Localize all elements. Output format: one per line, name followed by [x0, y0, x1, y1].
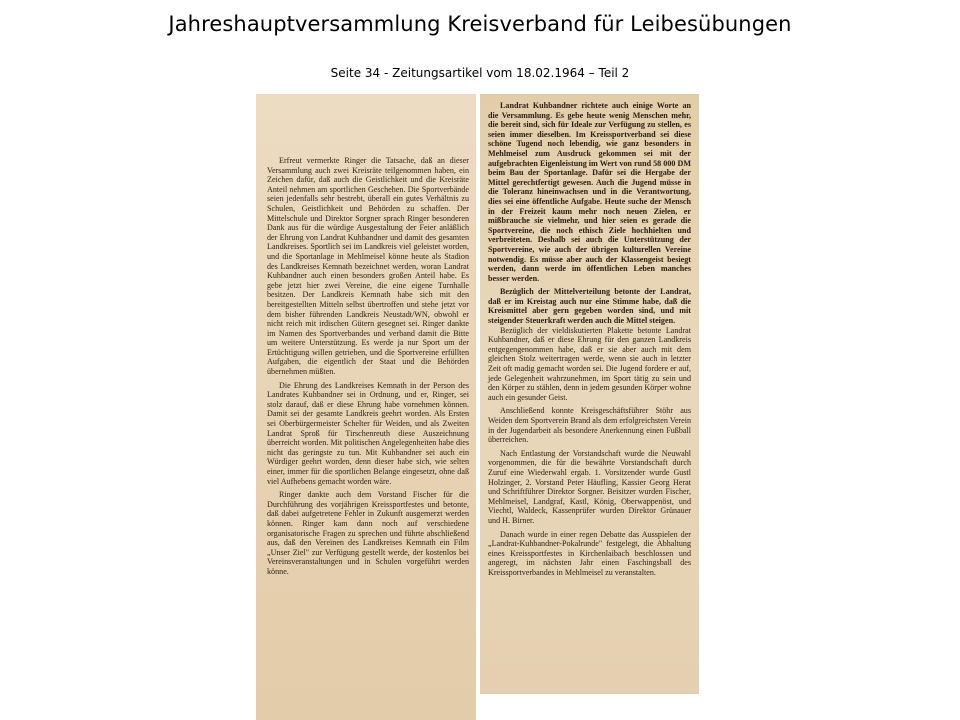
article-paragraph: Bezüglich der vieldiskutierten Plakette betonte Landrat Kuhbandner, daß er diese Ehrung für den ganzen Landkreis entgegengenommen habe, daß er sie aber auch mit dem gleichen Stolz weitertragen werde, wenn sie auch in letzter Zeit oft madig gemacht worden sei. Die Jugend fordere er auf, jede Gelegenheit wahrzunehmen, im Sport tätig zu sein und den Körper zu stählen, denn in jedem gesunden Körper wohne auch ein gesunder Geist. [488, 325, 691, 402]
slide-title: Jahreshauptversammlung Kreisverband für Leibesübungen [168, 12, 792, 36]
slide-subtitle: Seite 34 - Zeitungsartikel vom 18.02.1964 – Teil 2 [330, 66, 630, 80]
article-paragraph: Bezüglich der Mittelverteilung betonte der Landrat, daß er im Kreistag auch nur eine Stimme habe, daß die Kreismittel aber gern gegeben worden sind, und mit steigender Steuerkraft werden auch die Mittel steigen. [488, 287, 691, 326]
article-paragraph: Ringer dankte auch dem Vorstand Fischer für die Durchführung des vorjährigen Kreissportfestes und betonte, daß dabei aufgetretene Fehler in Zukunft ausgemerzt werden können. Ringer kam dann noch auf verschiedene organisatorische Fragen zu sprechen und führte abschließend aus, daß den Vereinen des Landkreises Kemnath ein Film „Unser Ziel" zur Verfügung gestellt werde, der kostenlos bei Vereinsveranstaltungen und in Schulen vorgeführt werden könne. [267, 490, 469, 576]
article-paragraph: Anschließend konnte Kreisgeschäftsführer Stöhr aus Weiden dem Sportverein Brand als dem erfolgreichsten Verein in der Jugendarbeit als besondere Anerkennung einen Fußball überreichen. [488, 406, 691, 445]
article-paragraph: Erfreut vermerkte Ringer die Tatsache, daß an dieser Versammlung auch zwei Kreisräte teilgenommen haben, ein Zeichen dafür, daß auch die Geistlichkeit und die Kreisräte Anteil nehmen am sportlichen Geschehen. Die Sportverbände seien jedenfalls sehr bestrebt, überall ein gutes Verhältnis zu Schulen, Geistlichkeit und Behörden zu schaffen. Der Mittelschule und Direktor Sorgner sprach Ringer besonderen Dank aus für die würdige Ausgestaltung der Feier anläßlich der Ehrung von Landrat Kuhbandner und damit des gesamten Landkreises. Sportlich sei im Landkreis viel geleistet worden, und die Sportanlage in Mehlmeisel könne heute als Stadion des Landkreises Kemnath bezeichnet werden, woran Landrat Kuhbandner auch einen besonders großen Anteil habe. Es gebe jetzt hier zwei Vereine, die eine eigene Turnhalle besitzen. Der Landkreis Kemnath habe sich mit den bereitgestellten Mitteln selbst übertroffen und stehe jetzt vor dem bisher führenden Landkreis Neustadt/WN, obwohl er nicht reich mit irdischen Gütern gesegnet sei. Ringer dankte im Namen des Sportverbandes und verband damit die Bitte um weitere Unterstützung. Es werde ja nur Sport um der Ertüchtigung willen getrieben, und die Sportvereine erfüllten Aufgaben, die eigentlich der Staat und die Behörden übernehmen müßten. [267, 156, 469, 377]
article-paragraph: Danach wurde in einer regen Debatte das Ausspielen der „Landrat-Kuhbandner-Pokalrunde" festgelegt, die Abhaltung eines Kreissportfestes in Kirchenlaibach beschlossen und angeregt, im nächsten Jahr einen Faschingsball des Kreissportverbandes in Mehlmeisel zu veranstalten. [488, 529, 691, 577]
article-paragraph: Landrat Kuhbandner richtete auch einige Worte an die Versammlung. Es gebe heute wenig Menschen mehr, die bereit sind, sich für Ideale zur Verfügung zu stellen, es seien immer dieselben. Im Kreissportverband sei diese schöne Tugend noch lebendig, wie ganz besonders in Mehlmeisel zum Ausdruck gekommen sei mit der aufgebrachten Eigenleistung im Wert von rund 58 000 DM beim Bau der Sportanlage. Dafür sei die Hergabe der Mittel gerechtfertigt gewesen. Auch die Jugend müsse in die Toleranz hineinwachsen und in die Verantwortung, dies sei eine öffentliche Aufgabe. Heute suche der Mensch in der Freizeit kaum mehr noch neuen Zielen, er mißbrauche sie vielmehr, und hier seien es gerade die Sportvereine, die noch ethisch Ziele hochhielten und verbreiteten. Deshalb sei auch die Unterstützung der Sportvereine, wie auch der übrigen kulturellen Vereine notwendig. Es müsse aber auch der Klassengeist besiegt werden, dann werde im öffentlichen Leben manches besser werden. [488, 101, 691, 283]
article-paragraph: Die Ehrung des Landkreises Kemnath in der Person des Landrates Kuhbandner sei in Ordnung, und er, Ringer, sei stolz darauf, daß er diese Ehrung habe vornehmen können. Damit sei der gesamte Landkreis geehrt worden. Als Ersten sei Oberbürgermeister Schelter für Weiden, und als Zweiten Landrat Sproß für Tirschenreuth diese Auszeichnung überreicht worden. Mit politischen Angelegenheiten habe dies nicht das geringste zu tun. Mit Kuhbandner sei auch ein Würdiger geehrt worden, denn dieser habe sich, wie selten einer, immer für die sportlichen Belange eingesetzt, ohne daß viel Aufhebens gemacht worden wäre. [267, 380, 469, 486]
article-paragraph: Nach Entlastung der Vorstandschaft wurde die Neuwahl vorgenommen, die für die bewährte Vorstandschaft durch Zuruf eine Wiederwahl ergab. 1. Vorsitzender wurde Gustl Holzinger, 2. Vorstand Peter Häufling, Kassier Georg Herat und Schriftführer Direktor Sorgner. Beisitzer wurden Fischer, Mehlmeisel, Landgraf, Kastl, König, Oberwappenöst, und Viechtl, Waldeck, Kassenprüfer wurden Direktor Grünauer und H. Birner. [488, 448, 691, 525]
newspaper-clipping-left [256, 94, 476, 720]
newspaper-clipping-right [480, 94, 699, 694]
